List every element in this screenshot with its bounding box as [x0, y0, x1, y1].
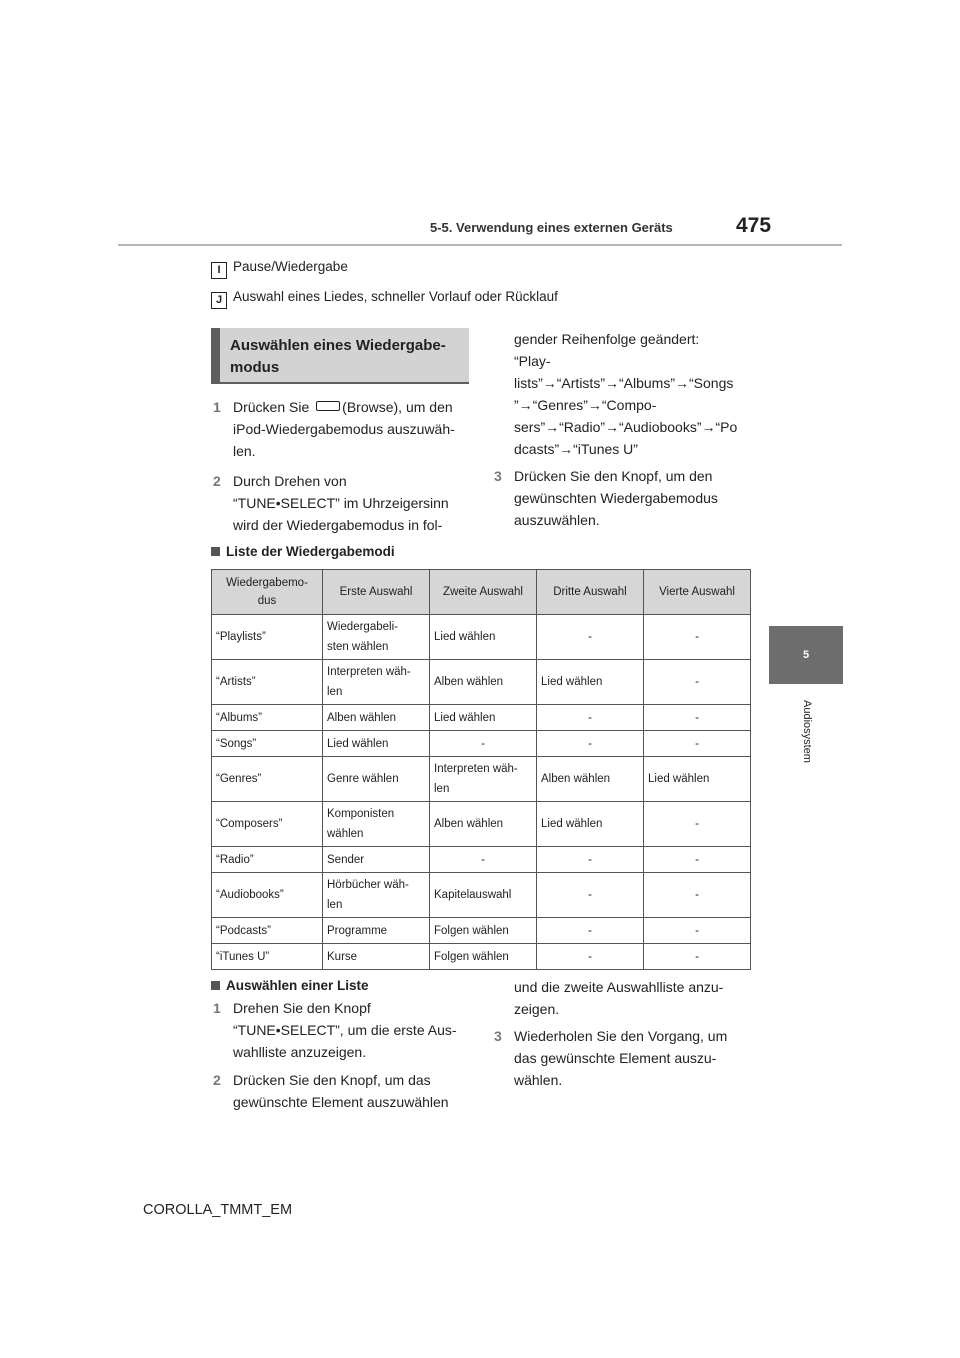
- step-text: ”→“Genres”→“Compo-: [514, 397, 657, 413]
- step-text: “TUNE•SELECT”, um die erste Aus-: [233, 1022, 457, 1038]
- table-cell: -: [537, 847, 644, 873]
- step-text: “Play-: [514, 353, 551, 369]
- list-step-2: [213, 1069, 483, 1113]
- table-cell: “Radio”: [212, 847, 323, 873]
- mode-table: [211, 569, 751, 970]
- step-text: wird der Wiedergabemodus in fol-: [233, 517, 443, 533]
- table-cell: -: [537, 705, 644, 731]
- table-cell: -: [537, 731, 644, 757]
- table-cell: Lied wählen: [644, 757, 751, 802]
- header-divider: [118, 244, 842, 246]
- table-cell: -: [644, 615, 751, 660]
- step-number: 2: [213, 473, 221, 489]
- step-2: [213, 470, 483, 536]
- column-header: Vierte Auswahl: [644, 570, 751, 615]
- table-heading: [211, 544, 395, 559]
- table-row: [212, 660, 751, 705]
- list-step-1: [213, 997, 483, 1063]
- square-bullet-icon: [211, 981, 220, 990]
- table-cell: Alben wählen: [323, 705, 430, 731]
- table-cell: Interpreten wäh- len: [430, 757, 537, 802]
- table-cell: Genre wählen: [323, 757, 430, 802]
- table-cell: Lied wählen: [430, 705, 537, 731]
- step-1: [213, 396, 483, 462]
- step-text: iPod-Wiedergabemodus auszuwäh-: [233, 421, 455, 437]
- step-text: dcasts”→“iTunes U”: [514, 441, 638, 457]
- chapter-label: Audiosystem: [801, 700, 813, 763]
- legend-item-j: [211, 289, 558, 309]
- step-text: gender Reihenfolge geändert:: [514, 331, 700, 347]
- table-cell: Folgen wählen: [430, 918, 537, 944]
- table-row: [212, 918, 751, 944]
- step-text: Drücken Sie den Knopf, um den: [514, 468, 713, 484]
- step-text: Drücken Sie: [233, 399, 310, 415]
- table-cell: Sender: [323, 847, 430, 873]
- column-header: Erste Auswahl: [323, 570, 430, 615]
- step-text: Wiederholen Sie den Vorgang, um: [514, 1028, 728, 1044]
- step-number: 3: [494, 468, 502, 484]
- step-number: 1: [213, 1000, 221, 1016]
- step-number: 1: [213, 399, 221, 415]
- column-header: Zweite Auswahl: [430, 570, 537, 615]
- table-cell: Kapitelauswahl: [430, 873, 537, 918]
- table-cell: Komponisten wählen: [323, 802, 430, 847]
- table-cell: -: [644, 705, 751, 731]
- table-cell: “Playlists”: [212, 615, 323, 660]
- table-cell: Kurse: [323, 944, 430, 970]
- table-cell: -: [644, 944, 751, 970]
- list-step-2-continued: [514, 976, 764, 1020]
- table-cell: Alben wählen: [430, 802, 537, 847]
- table-cell: “Composers”: [212, 802, 323, 847]
- table-cell: -: [537, 918, 644, 944]
- step-text: lists”→“Artists”→“Albums”→“Songs: [514, 375, 734, 391]
- table-row: [212, 802, 751, 847]
- table-cell: Folgen wählen: [430, 944, 537, 970]
- step-text: “TUNE•SELECT” im Uhrzeigersinn: [233, 495, 449, 511]
- table-cell: Lied wählen: [537, 802, 644, 847]
- legend-item-i: [211, 259, 348, 279]
- square-bullet-icon: [211, 547, 220, 556]
- table-row: [212, 615, 751, 660]
- table-row: [212, 731, 751, 757]
- table-cell: -: [537, 615, 644, 660]
- step-2-continued: [514, 328, 764, 460]
- table-header-row: [212, 570, 751, 615]
- step-text: Drehen Sie den Knopf: [233, 1000, 371, 1016]
- legend-text: Pause/Wiedergabe: [233, 259, 348, 274]
- footer-code: COROLLA_TMMT_EM: [143, 1202, 293, 1218]
- step-text: sers”→“Radio”→“Audiobooks”→“Po: [514, 419, 738, 435]
- table-heading-text: Liste der Wiedergabemodi: [226, 544, 395, 559]
- column-header: Dritte Auswahl: [537, 570, 644, 615]
- chapter-tab: [769, 626, 843, 684]
- table-cell: -: [644, 731, 751, 757]
- table-cell: -: [644, 918, 751, 944]
- table-cell: “Artists”: [212, 660, 323, 705]
- browse-button-icon: [316, 401, 340, 411]
- table-row: [212, 873, 751, 918]
- table-cell: “Genres”: [212, 757, 323, 802]
- table-cell: “Audiobooks”: [212, 873, 323, 918]
- step-text: gewünschte Element auszuwählen: [233, 1094, 449, 1110]
- section-title: 5-5. Verwendung eines externen Geräts: [430, 220, 673, 235]
- step-text: len.: [233, 443, 256, 459]
- step-text: Durch Drehen von: [233, 473, 347, 489]
- table-row: [212, 757, 751, 802]
- table-cell: -: [644, 873, 751, 918]
- list-heading: [211, 978, 369, 993]
- step-text: und die zweite Auswahlliste anzu-: [514, 979, 724, 995]
- table-cell: Lied wählen: [323, 731, 430, 757]
- table-cell: Alben wählen: [537, 757, 644, 802]
- table-cell: Programme: [323, 918, 430, 944]
- section-heading: [211, 328, 469, 384]
- table-row: [212, 944, 751, 970]
- table-cell: -: [537, 944, 644, 970]
- step-text: wahlliste anzuzeigen.: [233, 1044, 367, 1060]
- section-heading-text: Auswählen eines Wiedergabe-modus: [230, 337, 446, 376]
- step-text: zeigen.: [514, 1001, 560, 1017]
- list-heading-text: Auswählen einer Liste: [226, 978, 369, 993]
- table-cell: Interpreten wäh- len: [323, 660, 430, 705]
- table-cell: -: [644, 802, 751, 847]
- table-cell: Alben wählen: [430, 660, 537, 705]
- list-step-3: [494, 1025, 764, 1091]
- table-cell: -: [430, 731, 537, 757]
- table-cell: -: [644, 847, 751, 873]
- table-cell: -: [644, 660, 751, 705]
- table-cell: “Songs”: [212, 731, 323, 757]
- step-number: 2: [213, 1072, 221, 1088]
- table-cell: Lied wählen: [537, 660, 644, 705]
- table-cell: Hörbücher wäh- len: [323, 873, 430, 918]
- legend-text: Auswahl eines Liedes, schneller Vorlauf oder Rücklauf: [233, 289, 558, 304]
- step-text: (Browse), um den: [342, 399, 453, 415]
- column-header: Wiedergabemo- dus: [212, 570, 323, 615]
- table-cell: “iTunes U”: [212, 944, 323, 970]
- step-text: gewünschten Wiedergabemodus: [514, 490, 718, 506]
- table-cell: -: [430, 847, 537, 873]
- key-j-icon: J: [211, 292, 227, 309]
- table-cell: “Podcasts”: [212, 918, 323, 944]
- step-text: Drücken Sie den Knopf, um das: [233, 1072, 431, 1088]
- table-cell: “Albums”: [212, 705, 323, 731]
- table-row: [212, 705, 751, 731]
- table-cell: Lied wählen: [430, 615, 537, 660]
- key-i-icon: I: [211, 262, 227, 279]
- chapter-label-wrap: [756, 700, 856, 800]
- table-cell: -: [537, 873, 644, 918]
- step-number: 3: [494, 1028, 502, 1044]
- table-row: [212, 847, 751, 873]
- chapter-number: 5: [802, 649, 810, 661]
- page-number: 475: [736, 214, 772, 237]
- step-3: [494, 465, 764, 531]
- step-text: das gewünschte Element auszu-: [514, 1050, 717, 1066]
- table-cell: Wiedergabeli- sten wählen: [323, 615, 430, 660]
- step-text: wählen.: [514, 1072, 563, 1088]
- step-text: auszuwählen.: [514, 512, 600, 528]
